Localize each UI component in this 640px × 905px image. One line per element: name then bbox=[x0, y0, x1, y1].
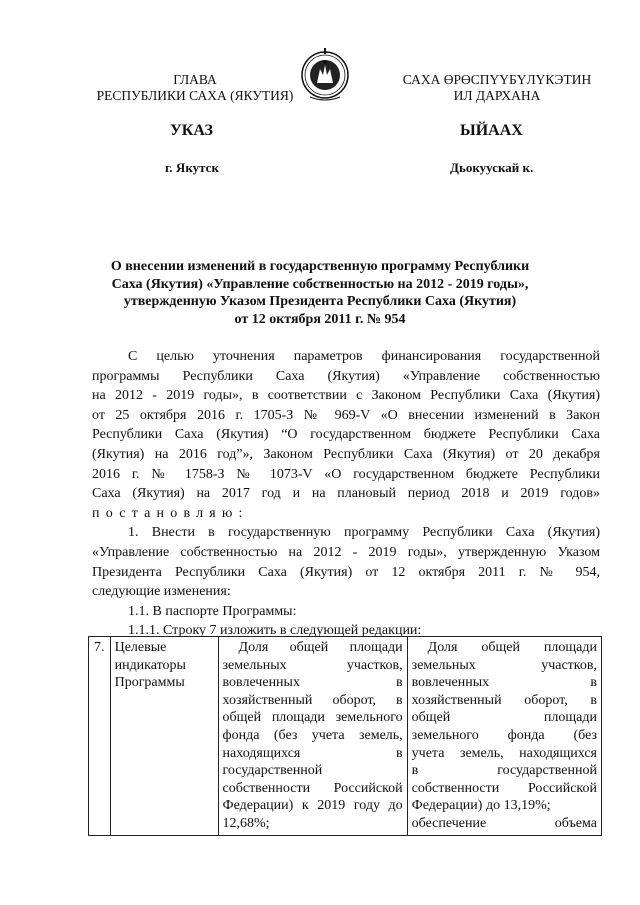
city-sakha: Дьокуускай к. bbox=[450, 160, 534, 175]
text-line: Президента Республики Саха (Якутия) от 12 октября 2011 г. № 954, bbox=[92, 564, 600, 580]
cell-line: учета земель, находящихся bbox=[411, 745, 597, 761]
cell-line: собственности Российской bbox=[222, 780, 403, 796]
text-line: от 25 октября 2016 г. 1705-З № 969-V «О внесении изменений в Закон bbox=[92, 407, 600, 423]
cell-line: общей площади земельного bbox=[222, 710, 403, 726]
intro-paragraph bbox=[92, 347, 600, 641]
document-title bbox=[90, 258, 550, 328]
text-line: программы Республики Саха (Якутия) «Управление собственностью bbox=[92, 368, 600, 384]
cell-line: Доля общей площади bbox=[427, 640, 597, 655]
cell-line: общей площади bbox=[411, 710, 597, 726]
text-line: следующие изменения: bbox=[92, 584, 231, 600]
cell-line: Доля общей площади bbox=[238, 640, 403, 655]
text-line: Республики Саха (Якутия) “О государственном бюджете Республики Саха bbox=[92, 427, 600, 443]
item-1-1-1: 1.1.1. Строку 7 изложить в следующей редакции: bbox=[128, 623, 422, 639]
text-line: 1. Внести в государственную программу Республики Саха (Якутия) bbox=[128, 525, 600, 541]
issuer-title-ru bbox=[70, 72, 320, 104]
text-line: С целью уточнения параметров финансирования государственной bbox=[128, 349, 600, 364]
text-line: Саха (Якутия) на 2017 год и на плановый период 2018 и 2019 годов» bbox=[92, 486, 600, 502]
title-line-3: утвержденную Указом Президента Республики Саха (Якутия) bbox=[123, 294, 517, 309]
cell-line: земельных участков, bbox=[222, 657, 403, 673]
issuer-line-1: ГЛАВА bbox=[173, 72, 217, 87]
cell-line: вовлеченных в bbox=[222, 675, 403, 691]
title-line-1: О внесении изменений в государственную программу Республики bbox=[110, 259, 530, 274]
cell-line: фонда (без учета земель, bbox=[222, 727, 403, 743]
cell-line: хозяйственный оборот, в bbox=[222, 692, 403, 708]
issuer-title-sakha bbox=[372, 72, 622, 104]
row-number: 7. bbox=[89, 637, 111, 836]
issuer-line-1-sakha: САХА ӨРӨСПҮҮБҮЛҮКЭТИН bbox=[402, 72, 592, 87]
text-line: «Управление собственностью на 2012 - 2019 годы», утвержденную Указом bbox=[92, 544, 600, 560]
cell-line: 12,68%; bbox=[222, 815, 270, 831]
new-text-cell bbox=[407, 637, 601, 836]
row-label-line: Программы bbox=[114, 675, 185, 691]
doc-type-ru: УКАЗ bbox=[170, 122, 213, 139]
cell-line: Федерации) к 2019 году до bbox=[222, 798, 403, 814]
issuer-line-2: РЕСПУБЛИКИ САХА (ЯКУТИЯ) bbox=[96, 88, 294, 103]
title-line-2: Саха (Якутия) «Управление собственностью на 2012 - 2019 годы», bbox=[111, 276, 529, 292]
item-1-1: 1.1. В паспорте Программы: bbox=[128, 603, 297, 619]
cell-line: государственной bbox=[222, 763, 323, 779]
issuer-line-2-sakha: ИЛ ДАРХАНА bbox=[453, 88, 541, 103]
row-label-line: индикаторы bbox=[114, 657, 186, 673]
cell-line: земельных участков, bbox=[411, 657, 597, 673]
decree-word: постановляю: bbox=[92, 505, 249, 521]
table-row bbox=[89, 637, 602, 836]
cell-line: Федерации) до 13,19%; bbox=[411, 798, 551, 814]
old-text-cell bbox=[218, 637, 407, 836]
text-line: на 2012 - 2019 годы», в соответствии с Законом Республики Саха (Якутия) bbox=[92, 388, 600, 404]
cell-line: обеспечение объема bbox=[411, 815, 597, 831]
cell-line: вовлеченных в bbox=[411, 675, 597, 691]
cell-line: хозяйственный оборот, в bbox=[411, 692, 597, 708]
cell-line: в государственной bbox=[411, 763, 597, 779]
row-label-cell bbox=[110, 637, 218, 836]
text-line: 2016 г. № 1758-З № 1073-V «О государственном бюджете Республики bbox=[92, 466, 600, 482]
title-line-4: от 12 октября 2011 г. № 954 bbox=[234, 311, 406, 327]
doc-type-sakha: ЫЙААХ bbox=[460, 122, 523, 139]
cell-line: находящихся в bbox=[222, 745, 403, 761]
coat-of-arms-emblem bbox=[300, 45, 350, 105]
cell-line: собственности Российской bbox=[411, 780, 597, 796]
city-ru: г. Якутск bbox=[165, 160, 219, 175]
text-line: (Якутия) на 2016 год”», Законом Республики Саха (Якутия) от 20 декабря bbox=[92, 446, 600, 462]
amendment-table bbox=[88, 636, 602, 836]
row-label-line: Целевые bbox=[114, 640, 167, 655]
cell-line: земельного фонда (без bbox=[411, 727, 597, 743]
